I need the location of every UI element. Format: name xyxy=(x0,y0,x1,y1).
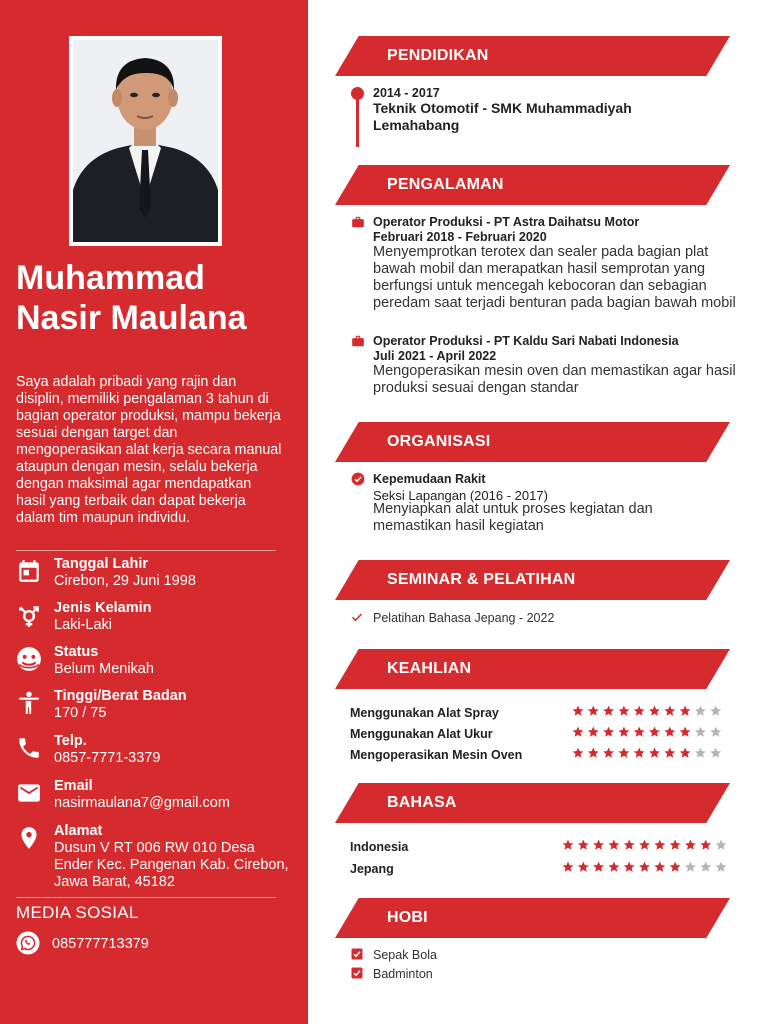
star-filled-icon xyxy=(603,706,614,716)
experience-desc: Menyemprotkan terotex dan sealer pada bagian plat bawah mobil dan merapatkan hasil semprotan yang berfungsi untuk mencegah kebocoran dan sebagian peredam saat terjadi benturan pada bagian bawah mobil xyxy=(373,244,736,311)
whatsapp-icon xyxy=(16,931,40,955)
name-line2: Nasir Maulana xyxy=(16,299,247,337)
info-value: Dusun V RT 006 RW 010 Desa Ender Kec. Pangenan Kab. Cirebon, Jawa Barat, 45182 xyxy=(54,840,289,890)
star-filled-icon xyxy=(700,840,711,850)
star-filled-icon xyxy=(649,748,660,758)
star-filled-icon xyxy=(654,840,665,850)
section-title: HOBI xyxy=(387,909,428,926)
social-title: MEDIA SOSIAL xyxy=(16,903,139,922)
star-filled-icon xyxy=(563,862,574,872)
info-phone xyxy=(16,733,296,777)
checkbox-icon xyxy=(351,967,363,979)
info-label: Status xyxy=(54,644,99,660)
section-title: ORGANISASI xyxy=(387,433,491,450)
experience-title: Operator Produksi - PT Astra Daihatsu Motor xyxy=(373,215,640,229)
star-filled-icon xyxy=(588,706,599,716)
star-filled-icon xyxy=(680,727,691,737)
organization-desc: Menyiapkan alat untuk proses kegiatan dan memastikan hasil kegiatan xyxy=(373,501,653,534)
gender-icon xyxy=(16,602,42,628)
info-value: Belum Menikah xyxy=(54,661,154,677)
star-filled-icon xyxy=(634,748,645,758)
experience-period: Februari 2018 - Februari 2020 xyxy=(373,230,547,244)
section-seminar xyxy=(335,560,730,600)
section-organisasi xyxy=(335,422,730,462)
name-line1: Muhammad xyxy=(16,259,205,297)
section-pendidikan xyxy=(335,36,730,76)
skill-row xyxy=(350,746,730,764)
info-label: Alamat xyxy=(54,823,103,839)
skill-name: Mengoperasikan Mesin Oven xyxy=(350,748,523,762)
star-empty-icon xyxy=(695,748,706,758)
star-filled-icon xyxy=(603,748,614,758)
skill-row xyxy=(350,725,730,743)
star-filled-icon xyxy=(664,706,675,716)
star-filled-icon xyxy=(670,840,681,850)
checkbox-icon xyxy=(351,948,363,960)
star-filled-icon xyxy=(649,727,660,737)
whatsapp-number: 085777713379 xyxy=(52,936,149,952)
star-empty-icon xyxy=(685,862,696,872)
star-filled-icon xyxy=(563,840,574,850)
person-icon xyxy=(16,690,42,716)
profile-summary: Saya adalah pribadi yang rajin dan disiplin, memiliki pengalaman 3 tahun di bagian operator produksi, mampu bekerja sesuai dengan target dan mengoperasikan alat kerja secara manual ataupun dengan mesin, selalu bekerja dengan maksimal agar mendapatkan hasil yang terbaik dan dapat bekerja dalam tim maupun individu. xyxy=(16,374,282,526)
info-label: Telp. xyxy=(54,733,87,749)
star-filled-icon xyxy=(619,748,630,758)
info-label: Jenis Kelamin xyxy=(54,600,152,616)
email-icon xyxy=(16,780,42,806)
star-filled-icon xyxy=(603,727,614,737)
section-title: BAHASA xyxy=(387,794,457,811)
section-title: SEMINAR & PELATIHAN xyxy=(387,571,576,588)
organization-name: Kepemudaan Rakit xyxy=(373,472,486,486)
star-filled-icon xyxy=(573,748,584,758)
experience-title: Operator Produksi - PT Kaldu Sari Nabati Indonesia xyxy=(373,334,679,348)
language-name: Jepang xyxy=(350,862,394,876)
language-rating xyxy=(562,838,731,854)
star-filled-icon xyxy=(670,862,681,872)
section-bahasa xyxy=(335,783,730,823)
star-empty-icon xyxy=(700,862,711,872)
skill-rating xyxy=(572,725,725,741)
star-filled-icon xyxy=(654,862,665,872)
skill-rating xyxy=(572,746,725,762)
seminar-item: Pelatihan Bahasa Jepang - 2022 xyxy=(373,611,555,625)
star-filled-icon xyxy=(573,706,584,716)
section-keahlian xyxy=(335,649,730,689)
star-empty-icon xyxy=(716,840,727,850)
star-filled-icon xyxy=(685,840,696,850)
star-filled-icon xyxy=(609,840,620,850)
section-pengalaman xyxy=(335,165,730,205)
star-filled-icon xyxy=(634,727,645,737)
info-value: Laki-Laki xyxy=(54,617,113,633)
star-empty-icon xyxy=(710,706,721,716)
experience-desc: Mengoperasikan mesin oven dan memastikan agar hasil produksi sesuai dengan standar xyxy=(373,363,736,396)
calendar-icon xyxy=(16,558,42,584)
star-filled-icon xyxy=(588,748,599,758)
language-row xyxy=(350,838,730,856)
star-empty-icon xyxy=(710,748,721,758)
star-filled-icon xyxy=(588,727,599,737)
star-filled-icon xyxy=(624,862,635,872)
hobby-item: Sepak Bola xyxy=(373,948,437,962)
info-value: 0857-7771-3379 xyxy=(54,750,161,766)
star-filled-icon xyxy=(639,840,650,850)
info-value: 170 / 75 xyxy=(54,705,107,721)
skill-rating xyxy=(572,704,725,720)
timeline-line xyxy=(356,95,359,147)
skill-name: Menggunakan Alat Spray xyxy=(350,706,499,720)
star-filled-icon xyxy=(664,748,675,758)
star-filled-icon xyxy=(639,862,650,872)
star-filled-icon xyxy=(634,706,645,716)
info-height-weight xyxy=(16,688,296,732)
info-birth xyxy=(16,556,296,600)
divider xyxy=(16,897,276,898)
check-icon xyxy=(351,611,363,623)
skill-row xyxy=(350,704,730,722)
star-filled-icon xyxy=(593,840,604,850)
info-label: Email xyxy=(54,778,93,794)
phone-icon xyxy=(16,735,42,761)
sidebar xyxy=(0,0,308,1024)
organization-role: Seksi Lapangan (2016 - 2017) xyxy=(373,488,548,503)
status-icon xyxy=(16,646,42,672)
section-hobi xyxy=(335,898,730,938)
star-empty-icon xyxy=(695,706,706,716)
star-filled-icon xyxy=(680,748,691,758)
info-label: Tanggal Lahir xyxy=(54,556,148,572)
star-filled-icon xyxy=(578,862,589,872)
profile-photo-image xyxy=(73,40,218,242)
star-filled-icon xyxy=(619,706,630,716)
location-icon xyxy=(16,825,42,851)
education-years: 2014 - 2017 xyxy=(373,86,440,100)
star-filled-icon xyxy=(593,862,604,872)
hobby-item: Badminton xyxy=(373,967,433,981)
star-filled-icon xyxy=(609,862,620,872)
star-filled-icon xyxy=(664,727,675,737)
info-label: Tinggi/Berat Badan xyxy=(54,688,187,704)
section-title: PENDIDIKAN xyxy=(387,47,489,64)
skill-name: Menggunakan Alat Ukur xyxy=(350,727,493,741)
briefcase-icon xyxy=(351,215,365,229)
section-title: PENGALAMAN xyxy=(387,176,504,193)
language-rating xyxy=(562,860,731,876)
experience-period: Juli 2021 - April 2022 xyxy=(373,349,497,363)
star-filled-icon xyxy=(680,706,691,716)
profile-photo xyxy=(69,36,222,246)
info-value: Cirebon, 29 Juni 1998 xyxy=(54,573,196,589)
star-empty-icon xyxy=(710,727,721,737)
briefcase-icon xyxy=(351,334,365,348)
language-name: Indonesia xyxy=(350,840,409,854)
info-address xyxy=(16,823,296,895)
star-filled-icon xyxy=(624,840,635,850)
star-empty-icon xyxy=(716,862,727,872)
star-empty-icon xyxy=(695,727,706,737)
education-school: Teknik Otomotif - SMK Muhammadiyah Lemahabang xyxy=(373,100,632,133)
star-filled-icon xyxy=(573,727,584,737)
star-filled-icon xyxy=(578,840,589,850)
info-gender xyxy=(16,600,296,644)
star-filled-icon xyxy=(649,706,660,716)
section-title: KEAHLIAN xyxy=(387,660,472,677)
info-status xyxy=(16,644,296,688)
divider xyxy=(16,550,276,551)
star-filled-icon xyxy=(619,727,630,737)
info-value[interactable]: nasirmaulana7@gmail.com xyxy=(54,795,230,811)
full-name xyxy=(16,258,296,338)
language-row xyxy=(350,860,730,878)
info-email xyxy=(16,778,296,822)
check-circle-icon xyxy=(351,472,365,486)
